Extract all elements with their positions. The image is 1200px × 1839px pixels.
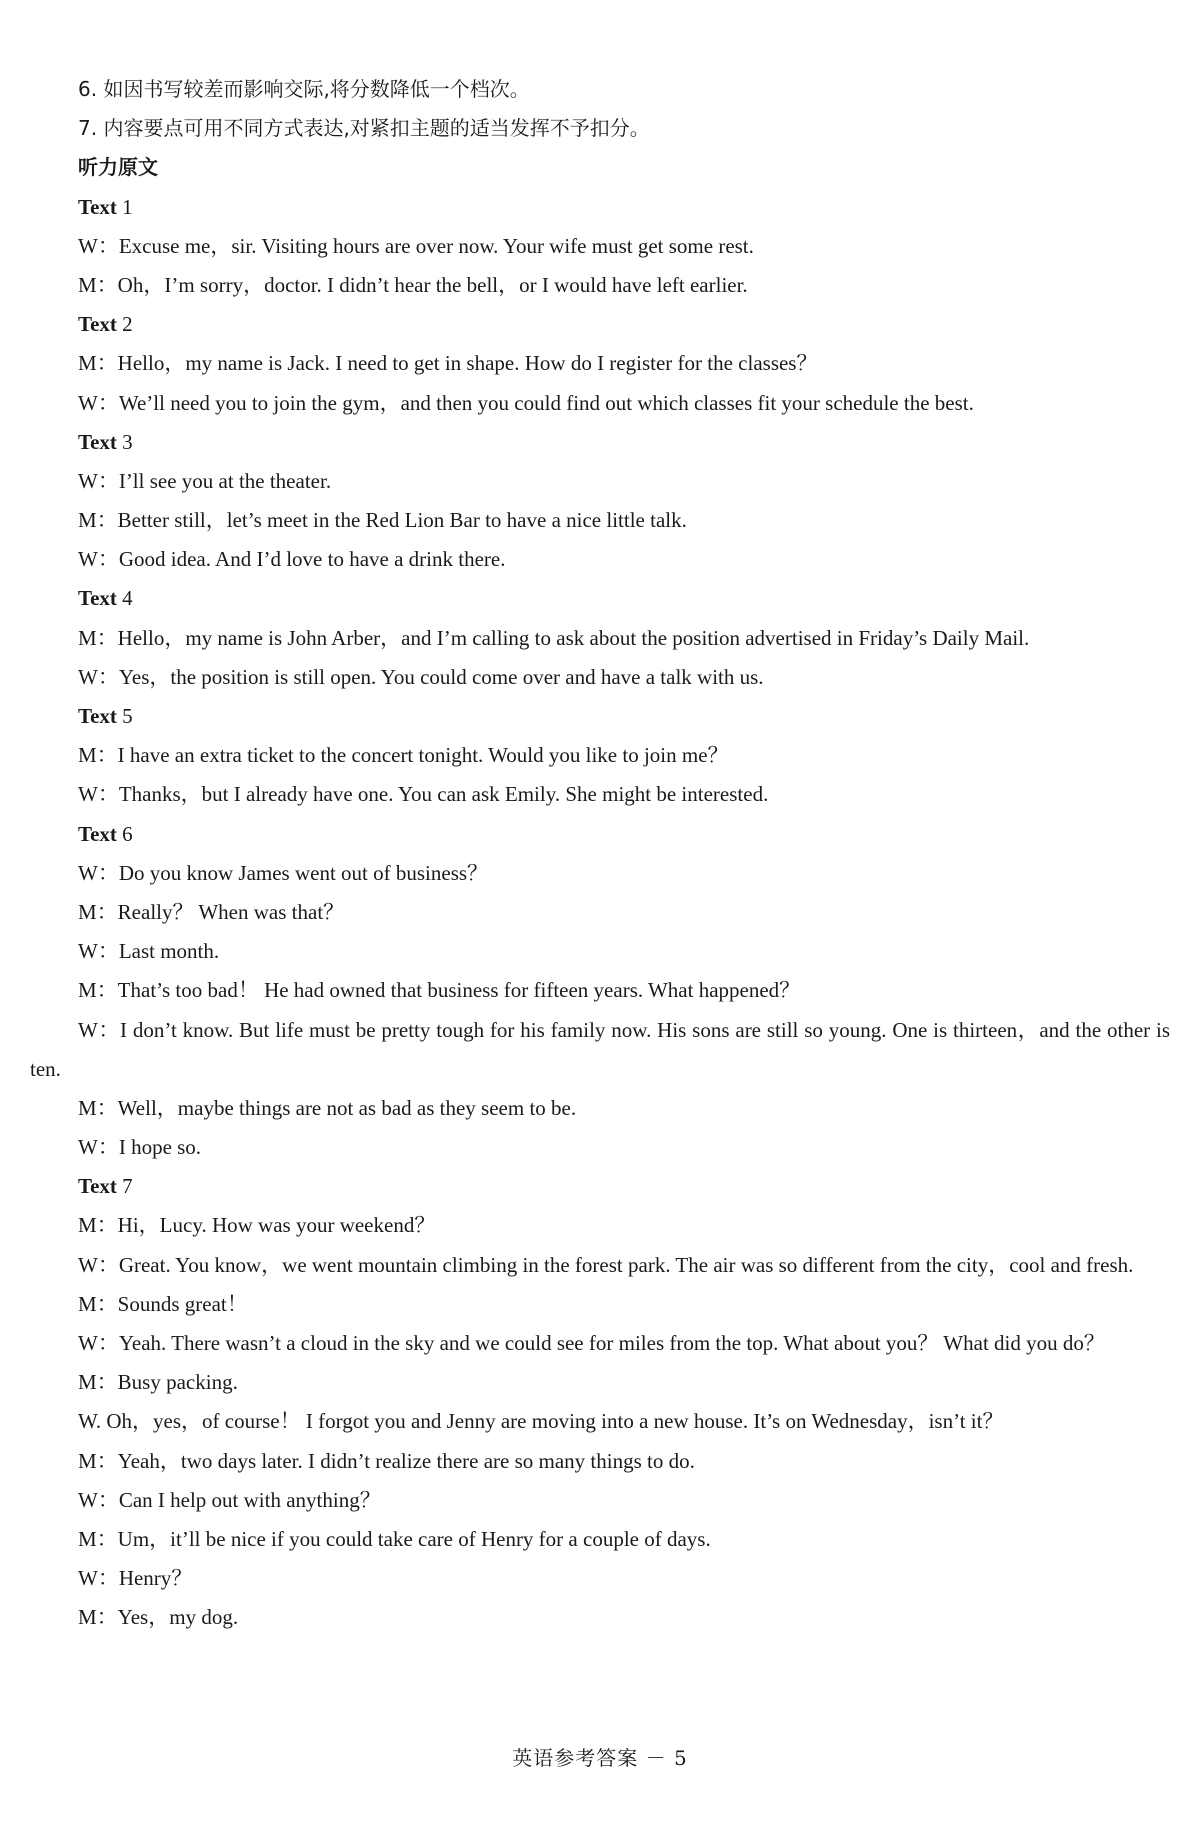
- text-label: Text: [78, 429, 117, 454]
- text-heading: [30, 188, 1170, 227]
- dialogue-line: M：Yes，my dog.: [78, 1605, 239, 1630]
- text-label: Text: [78, 821, 117, 846]
- note-7: 7. 内容要点可用不同方式表达,对紧扣主题的适当发挥不予扣分。: [78, 116, 650, 141]
- dialogue-line: W：We’ll need you to join the gym，and then you could find out which classes fit your schedule the best.: [78, 390, 974, 415]
- dialogue-line: W. Oh，yes，of course！ I forgot you and Jenny are moving into a new house. It’s on Wednesday，isn’t it？: [78, 1409, 1004, 1434]
- dialogue-line: W：Can I help out with anything？: [78, 1487, 381, 1512]
- dialogue-line: M：Really？ When was that？: [78, 899, 345, 924]
- text-number: 1: [122, 194, 133, 219]
- text-heading: [30, 1167, 1170, 1206]
- dialogue-line: W：Do you know James went out of business？: [78, 860, 489, 885]
- text-number: 7: [122, 1174, 133, 1199]
- dialogue-line: W：Henry？: [78, 1566, 193, 1591]
- dialogue-line: M：Hi，Lucy. How was your weekend？: [78, 1213, 436, 1238]
- text-label: Text: [78, 1174, 117, 1199]
- dialogue-line: W：I hope so.: [78, 1135, 202, 1160]
- text-heading: [30, 423, 1170, 462]
- dialogue-line: M：Hello，my name is John Arber，and I’m calling to ask about the position advertised in Friday’s Daily Mail.: [78, 625, 1030, 650]
- text-heading: [30, 305, 1170, 344]
- text-number: 4: [122, 586, 133, 611]
- answer-key-content: [30, 70, 1170, 1638]
- dialogue-line: W：Great. You know，we went mountain climbing in the forest park. The air was so different from the city，cool and fresh.: [78, 1252, 1134, 1277]
- text-heading: [30, 579, 1170, 618]
- text-number: 2: [122, 312, 133, 337]
- dialogue-line: M：Better still，let’s meet in the Red Lion Bar to have a nice little talk.: [78, 508, 687, 533]
- dialogue-line: M：Busy packing.: [78, 1370, 238, 1395]
- dialogue-line: W：Excuse me，sir. Visiting hours are over now. Your wife must get some rest.: [78, 233, 754, 258]
- note-6: 6. 如因书写较差而影响交际,将分数降低一个档次。: [78, 77, 530, 101]
- text-heading: [30, 697, 1170, 736]
- text-label: Text: [78, 704, 117, 728]
- dialogue-line: W：Thanks，but I already have one. You can ask Emily. She might be interested.: [78, 782, 769, 807]
- text-label: Text: [78, 586, 117, 611]
- text-label: Text: [78, 312, 117, 337]
- text-number: 3: [122, 429, 133, 454]
- dialogue-line: M：I have an extra ticket to the concert tonight. Would you like to join me？: [78, 743, 729, 768]
- dialogue-line: W：I’ll see you at the theater.: [78, 468, 332, 493]
- text-label: Text: [78, 194, 117, 219]
- dialogue-line: W：I don’t know. But life must be pretty tough for his family now. His sons are still so young. One is thirteen，and the other is ten.: [30, 1017, 1170, 1081]
- section-title: 听力原文: [78, 155, 158, 180]
- dialogue-line: W：Yeah. There wasn’t a cloud in the sky and we could see for miles from the top. What about you？ What did you do？: [78, 1331, 1105, 1356]
- dialogue-line: M：Oh，I’m sorry，doctor. I didn’t hear the bell，or I would have left earlier.: [78, 272, 748, 297]
- dialogue-line: W：Yes，the position is still open. You could come over and have a talk with us.: [78, 664, 764, 689]
- dialogue-line: W：Good idea. And I’d love to have a drink there.: [78, 547, 506, 572]
- dialogue-line: M：Sounds great！: [78, 1291, 248, 1316]
- dialogue-line: W：Last month.: [78, 939, 220, 964]
- text-heading: [30, 815, 1170, 854]
- dialogue-line: M：Hello，my name is Jack. I need to get in shape. How do I register for the classes？: [78, 351, 818, 376]
- text-number: 5: [122, 704, 133, 728]
- dialogue-line: M：That’s too bad！ He had owned that business for fifteen years. What happened？: [78, 978, 801, 1003]
- text-number: 6: [122, 821, 133, 846]
- page-footer: 英语参考答案 － 5: [512, 1746, 688, 1770]
- dialogue-line: M：Well，maybe things are not as bad as they seem to be.: [78, 1095, 577, 1120]
- dialogue-line: M：Um，it’ll be nice if you could take care of Henry for a couple of days.: [78, 1527, 711, 1551]
- dialogue-line: M：Yeah，two days later. I didn’t realize there are so many things to do.: [78, 1448, 695, 1473]
